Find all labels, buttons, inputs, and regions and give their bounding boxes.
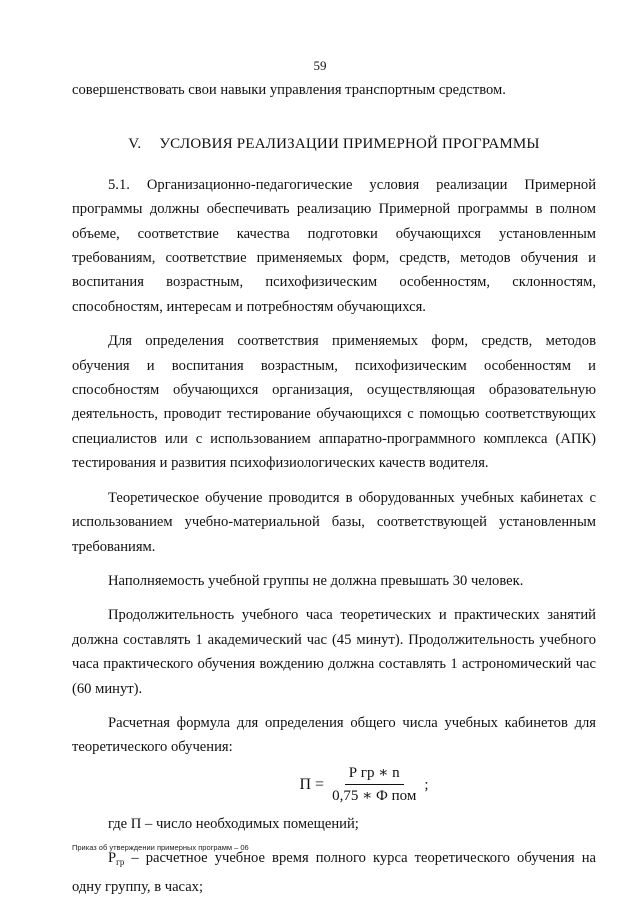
formula <box>132 762 596 808</box>
paragraph-theory: Теоретическое обучение проводится в оборудованных учебных кабинетах с использованием учебно-материальной базы, соответствующей установленным требованиям. <box>72 489 596 555</box>
definition-symbol: Р <box>108 850 117 867</box>
section-heading <box>72 132 596 156</box>
definition-text: – расчетное учебное время полного курса теоретического обучения на одну группу, в часах; <box>72 850 596 895</box>
section-title: УСЛОВИЯ РЕАЛИЗАЦИИ ПРИМЕРНОЙ ПРОГРАММЫ <box>159 136 540 153</box>
formula-fraction <box>328 763 420 806</box>
paragraph-group-size: Наполняемость учебной группы не должна превышать 30 человек. <box>108 572 524 589</box>
where-line: где П – число необходимых помещений; <box>108 815 359 832</box>
formula-denominator: 0,75 ∗ Ф пом <box>332 788 417 805</box>
paragraph-testing: Для определения соответствия применяемых форм, средств, методов обучения и воспитания возрастным, психофизическим особенностям и способностям обучающихся организация, осуществляющая образовательную деятельность, проводит тестирование обучающихся с помощью соответствующих специалистов или с использованием аппаратно-программного комплекса (АПК) тестирования и развития психофизиологических качеств водителя. <box>72 333 596 472</box>
definition-line <box>72 846 596 899</box>
footer-note: Приказ об утверждении примерных программ – 06 <box>72 843 249 852</box>
paragraph-hour-duration: Продолжительность учебного часа теоретических и практических занятий должна составлять 1 академический час (45 минут). Продолжительность учебного часа практического обучения вождению должна составлять 1 астрономический час (60 минут). <box>72 607 596 697</box>
formula-lhs: П = <box>299 775 325 793</box>
continued-line: совершенствовать свои навыки управления транспортным средством. <box>72 82 506 98</box>
paragraph-formula-intro: Расчетная формула для определения общего числа учебных кабинетов для теоретического обучения: <box>72 714 596 756</box>
formula-numerator: Р гр ∗ n <box>345 763 404 785</box>
paragraph-5-1: 5.1. Организационно-педагогические условия реализации Примерной программы должны обеспечивать реализацию Примерной программы в полном объеме, соответствие качества подготовки обучающихся установленным требованиям, соответствие применяемых форм, средств, методов обучения и воспитания возрастным, психофизическим особенностям, склонностям, способностям, интересам и потребностям обучающихся. <box>72 176 596 315</box>
section-number: V. <box>128 136 142 153</box>
page-number: 59 <box>313 58 327 73</box>
document-body <box>72 78 596 899</box>
definition-subscript: гр <box>116 857 125 868</box>
formula-terminator: ; <box>424 776 429 793</box>
